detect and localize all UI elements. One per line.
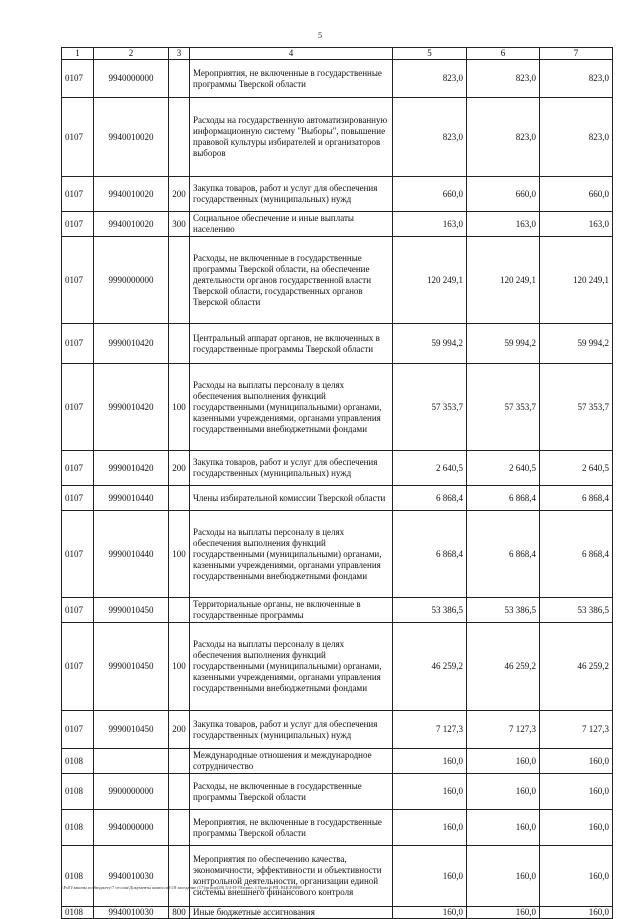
amount-col7-cell: 163,0 xyxy=(540,212,613,237)
amount-col5-cell: 163,0 xyxy=(393,212,467,237)
column-header: 5 xyxy=(393,48,467,60)
amount-col7-cell: 823,0 xyxy=(540,60,613,98)
amount-col5-cell: 6 868,4 xyxy=(393,511,467,598)
amount-col5-cell: 823,0 xyxy=(393,60,467,98)
section-code-cell: 0107 xyxy=(62,451,94,486)
description-cell: Закупка товаров, работ и услуг для обеспечения государственных (муниципальных) нужд xyxy=(190,451,393,486)
table-row xyxy=(62,60,613,98)
amount-col7-cell: 2 640,5 xyxy=(540,451,613,486)
section-code-cell: 0107 xyxy=(62,486,94,511)
table-row xyxy=(62,98,613,177)
amount-col7-cell: 7 127,3 xyxy=(540,711,613,749)
expense-type-cell xyxy=(169,237,190,324)
section-code-cell: 0108 xyxy=(62,810,94,846)
amount-col7-cell: 120 249,1 xyxy=(540,237,613,324)
amount-col6-cell: 2 640,5 xyxy=(467,451,540,486)
amount-col7-cell: 59 994,2 xyxy=(540,324,613,364)
description-cell: Закупка товаров, работ и услуг для обеспечения государственных (муниципальных) нужд xyxy=(190,177,393,212)
section-code-cell: 0107 xyxy=(62,598,94,623)
section-code-cell: 0108 xyxy=(62,749,94,774)
section-code-cell: 0107 xyxy=(62,623,94,711)
expense-type-cell xyxy=(169,749,190,774)
description-cell: Расходы, не включенные в государственные программы Тверской области, на обеспечение деятельности органов государственной власти Тверской области, государственных органов Тверской области xyxy=(190,237,393,324)
target-article-cell: 9940010020 xyxy=(94,177,169,212)
section-code-cell: 0107 xyxy=(62,711,94,749)
amount-col6-cell: 6 868,4 xyxy=(467,511,540,598)
amount-col5-cell: 160,0 xyxy=(393,749,467,774)
description-cell: Мероприятия, не включенные в государственные программы Тверской области xyxy=(190,810,393,846)
amount-col7-cell: 53 386,5 xyxy=(540,598,613,623)
amount-col6-cell: 660,0 xyxy=(467,177,540,212)
amount-col5-cell: 160,0 xyxy=(393,846,467,907)
target-article-cell: 9940010030 xyxy=(94,846,169,907)
expense-type-cell: 200 xyxy=(169,177,190,212)
expense-type-cell xyxy=(169,774,190,810)
description-cell: Расходы, не включенные в государственные программы Тверской области xyxy=(190,774,393,810)
amount-col7-cell: 160,0 xyxy=(540,749,613,774)
expense-type-cell: 300 xyxy=(169,212,190,237)
amount-col5-cell: 53 386,5 xyxy=(393,598,467,623)
target-article-cell: 9990010450 xyxy=(94,623,169,711)
table-row xyxy=(62,749,613,774)
target-article-cell: 9990010420 xyxy=(94,451,169,486)
amount-col6-cell: 59 994,2 xyxy=(467,324,540,364)
amount-col5-cell: 823,0 xyxy=(393,98,467,177)
table-row xyxy=(62,177,613,212)
amount-col5-cell: 660,0 xyxy=(393,177,467,212)
amount-col5-cell: 6 868,4 xyxy=(393,486,467,511)
expense-type-cell xyxy=(169,598,190,623)
section-code-cell: 0107 xyxy=(62,237,94,324)
expense-type-cell: 200 xyxy=(169,711,190,749)
target-article-cell: 9990010420 xyxy=(94,324,169,364)
expense-type-cell: 100 xyxy=(169,364,190,451)
table-body xyxy=(62,48,613,919)
amount-col7-cell: 6 868,4 xyxy=(540,486,613,511)
table-header-row xyxy=(62,48,613,60)
target-article-cell: 9990010440 xyxy=(94,511,169,598)
table-row xyxy=(62,451,613,486)
expense-type-cell: 100 xyxy=(169,623,190,711)
amount-col7-cell: 160,0 xyxy=(540,846,613,907)
amount-col6-cell: 160,0 xyxy=(467,749,540,774)
table-row xyxy=(62,212,613,237)
amount-col7-cell: 823,0 xyxy=(540,98,613,177)
amount-col5-cell: 2 640,5 xyxy=(393,451,467,486)
section-code-cell: 0107 xyxy=(62,98,94,177)
column-header: 1 xyxy=(62,48,94,60)
expense-type-cell xyxy=(169,486,190,511)
description-cell: Расходы на выплаты персоналу в целях обеспечения выполнения функций государственными (муниципальными) органами, казенными учреждениями, органами управления государственными внебюджетными фондами xyxy=(190,623,393,711)
section-code-cell: 0107 xyxy=(62,511,94,598)
amount-col6-cell: 160,0 xyxy=(467,846,540,907)
section-code-cell: 0107 xyxy=(62,364,94,451)
amount-col5-cell: 160,0 xyxy=(393,810,467,846)
target-article-cell: 9940010020 xyxy=(94,98,169,177)
section-code-cell: 0108 xyxy=(62,907,94,919)
column-header: 6 xyxy=(467,48,540,60)
amount-col5-cell: 120 249,1 xyxy=(393,237,467,324)
amount-col5-cell: 59 994,2 xyxy=(393,324,467,364)
column-header: 2 xyxy=(94,48,169,60)
table-row xyxy=(62,486,613,511)
table-row xyxy=(62,810,613,846)
page-number: 5 xyxy=(318,31,322,40)
expense-type-cell xyxy=(169,810,190,846)
amount-col7-cell: 160,0 xyxy=(540,907,613,919)
target-article-cell: 9900000000 xyxy=(94,774,169,810)
target-article-cell: 9940000000 xyxy=(94,810,169,846)
section-code-cell: 0107 xyxy=(62,324,94,364)
amount-col7-cell: 660,0 xyxy=(540,177,613,212)
target-article-cell: 9990010420 xyxy=(94,364,169,451)
table-row xyxy=(62,324,613,364)
column-header: 7 xyxy=(540,48,613,60)
file-path-footer: \\Fs01\законы по бюджету\7 сессия\Документы комиссий\18 заседание (17)\prilop(28) 5/4-П-70\прил. 1 Прил 8 РП, ВЦСР.ВВР xyxy=(61,885,302,890)
target-article-cell: 9990010450 xyxy=(94,711,169,749)
amount-col6-cell: 160,0 xyxy=(467,810,540,846)
table-row xyxy=(62,623,613,711)
amount-col6-cell: 53 386,5 xyxy=(467,598,540,623)
amount-col6-cell: 823,0 xyxy=(467,60,540,98)
budget-table xyxy=(61,47,613,919)
description-cell: Международные отношения и международное сотрудничество xyxy=(190,749,393,774)
amount-col7-cell: 46 259,2 xyxy=(540,623,613,711)
description-cell: Закупка товаров, работ и услуг для обеспечения государственных (муниципальных) нужд xyxy=(190,711,393,749)
column-header: 3 xyxy=(169,48,190,60)
amount-col6-cell: 57 353,7 xyxy=(467,364,540,451)
description-cell: Расходы на выплаты персоналу в целях обеспечения выполнения функций государственными (муниципальными) органами, казенными учреждениями, органами управления государственными внебюджетными фондами xyxy=(190,364,393,451)
section-code-cell: 0108 xyxy=(62,774,94,810)
description-cell: Территориальные органы, не включенные в государственные программы xyxy=(190,598,393,623)
amount-col6-cell: 6 868,4 xyxy=(467,486,540,511)
column-header: 4 xyxy=(190,48,393,60)
amount-col6-cell: 160,0 xyxy=(467,774,540,810)
section-code-cell: 0108 xyxy=(62,846,94,907)
amount-col6-cell: 120 249,1 xyxy=(467,237,540,324)
section-code-cell: 0107 xyxy=(62,60,94,98)
amount-col6-cell: 160,0 xyxy=(467,907,540,919)
target-article-cell: 9990000000 xyxy=(94,237,169,324)
amount-col6-cell: 46 259,2 xyxy=(467,623,540,711)
expense-type-cell xyxy=(169,846,190,907)
amount-col7-cell: 6 868,4 xyxy=(540,511,613,598)
amount-col5-cell: 160,0 xyxy=(393,907,467,919)
description-cell: Члены избирательной комиссии Тверской области xyxy=(190,486,393,511)
target-article-cell xyxy=(94,749,169,774)
section-code-cell: 0107 xyxy=(62,212,94,237)
amount-col7-cell: 160,0 xyxy=(540,774,613,810)
description-cell: Расходы на выплаты персоналу в целях обеспечения выполнения функций государственными (муниципальными) органами, казенными учреждениями, органами управления государственными внебюджетными фондами xyxy=(190,511,393,598)
target-article-cell: 9940010030 xyxy=(94,907,169,919)
target-article-cell: 9940000000 xyxy=(94,60,169,98)
expense-type-cell: 100 xyxy=(169,511,190,598)
target-article-cell: 9990010440 xyxy=(94,486,169,511)
amount-col6-cell: 823,0 xyxy=(467,98,540,177)
section-code-cell: 0107 xyxy=(62,177,94,212)
table-row xyxy=(62,711,613,749)
amount-col5-cell: 46 259,2 xyxy=(393,623,467,711)
description-cell: Центральный аппарат органов, не включенных в государственные программы Тверской области xyxy=(190,324,393,364)
expense-type-cell xyxy=(169,324,190,364)
description-cell: Социальное обеспечение и иные выплаты населению xyxy=(190,212,393,237)
table-row xyxy=(62,237,613,324)
target-article-cell: 9990010450 xyxy=(94,598,169,623)
amount-col6-cell: 7 127,3 xyxy=(467,711,540,749)
target-article-cell: 9940010020 xyxy=(94,212,169,237)
table-row xyxy=(62,364,613,451)
expense-type-cell xyxy=(169,98,190,177)
description-cell: Расходы на государственную автоматизированную информационную систему "Выборы", повышение правовой культуры избирателей и организаторов выборов xyxy=(190,98,393,177)
description-cell: Мероприятия, не включенные в государственные программы Тверской области xyxy=(190,60,393,98)
amount-col5-cell: 57 353,7 xyxy=(393,364,467,451)
amount-col7-cell: 57 353,7 xyxy=(540,364,613,451)
amount-col5-cell: 160,0 xyxy=(393,774,467,810)
table-row xyxy=(62,511,613,598)
expense-type-cell: 800 xyxy=(169,907,190,919)
table-row xyxy=(62,907,613,919)
table-row xyxy=(62,598,613,623)
amount-col7-cell: 160,0 xyxy=(540,810,613,846)
expense-type-cell: 200 xyxy=(169,451,190,486)
amount-col6-cell: 163,0 xyxy=(467,212,540,237)
amount-col5-cell: 7 127,3 xyxy=(393,711,467,749)
description-cell: Иные бюджетные ассигнования xyxy=(190,907,393,919)
expense-type-cell xyxy=(169,60,190,98)
table-row xyxy=(62,774,613,810)
description-cell: Мероприятия по обеспечению качества, экономичности, эффективности и объективности контрольной деятельности, организации единой системы внешнего финансового контроля xyxy=(190,846,393,907)
table-row xyxy=(62,846,613,907)
